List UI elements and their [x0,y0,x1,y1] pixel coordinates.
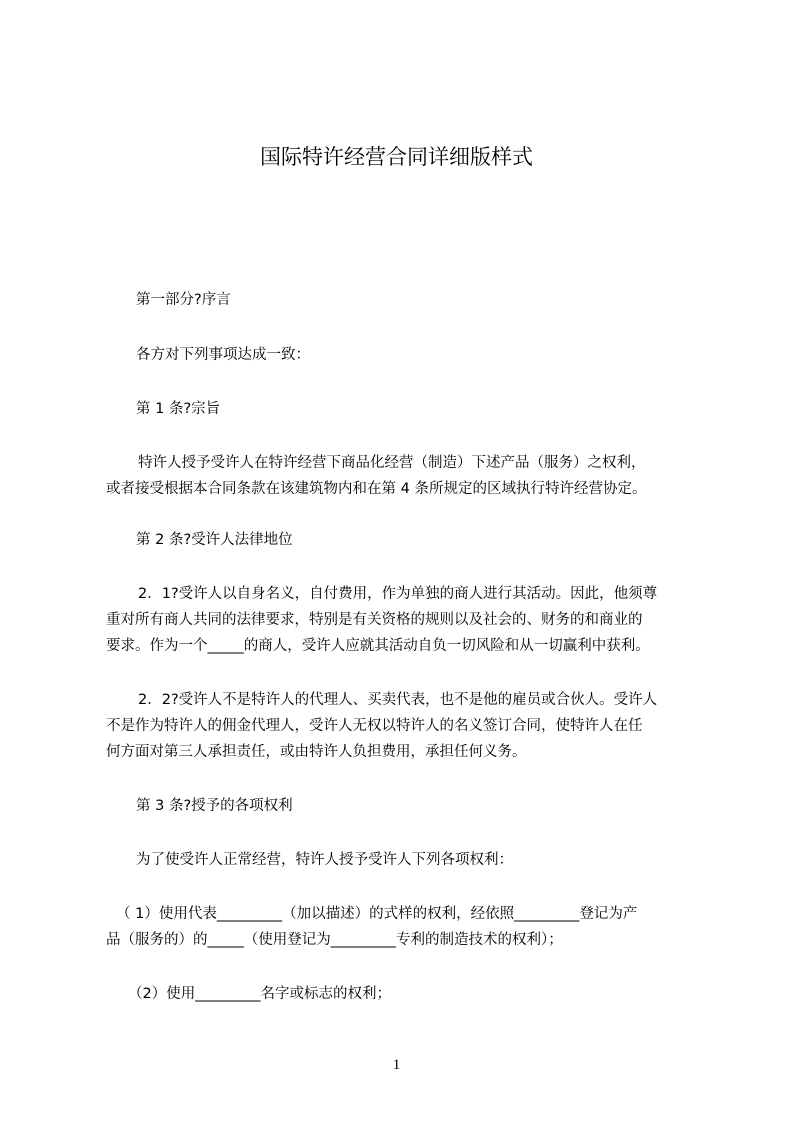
article-3-item-1-line-2: 品（服务的）的_____（使用登记为_________专利的制造技术的权利）； [106,932,563,948]
document-title: 国际特许经营合同详细版样式 [260,145,533,169]
page-number: 1 [392,1057,401,1073]
article-1-line-1: 特许人授予受许人在特许经营下商品化经营（制造）下述产品（服务）之权利， [138,455,646,471]
article-2-2-line-1: 2．2?受许人不是特许人的代理人、买卖代表，也不是他的雇员或合伙人。受许人 [138,692,658,708]
section-heading-preface: 第一部分?序言 [136,292,231,308]
article-2-2-line-3: 何方面对第三人承担责任，或由特许人负担费用，承担任何义务。 [106,744,527,760]
article-3-item-2: （2）使用_________名字或标志的权利； [128,986,391,1002]
paragraph-agreement: 各方对下列事项达成一致： [136,347,310,363]
article-2-1-line-1: 2．1?受许人以自身名义，自付费用，作为单独的商人进行其活动。因此，他须尊 [138,586,658,602]
article-3-heading: 第 3 条?授予的各项权利 [136,798,293,814]
article-2-1-line-2: 重对所有商人共同的法律要求，特别是有关资格的规则以及社会的、财务的和商业的 [106,612,643,628]
article-2-2-line-2: 不是作为特许人的佣金代理人，受许人无权以特许人的名义签订合同，使特许人在任 [106,718,643,734]
article-3-item-1-line-1: （ 1）使用代表_________（加以描述）的式样的权利，经依照_________登记为产 [116,906,638,922]
article-3-intro: 为了使受许人正常经营，特许人授予受许人下列各项权利： [136,852,513,868]
article-1-line-2: 或者接受根据本合同条款在该建筑物内和在第 4 条所规定的区域执行特许经营协定。 [106,481,647,497]
article-2-1-line-3: 要求。作为一个_____的商人，受许人应就其活动自负一切风险和从一切赢利中获利。 [106,638,650,654]
article-1-heading: 第 1 条?宗旨 [136,401,221,417]
article-2-heading: 第 2 条?受许人法律地位 [136,532,293,548]
